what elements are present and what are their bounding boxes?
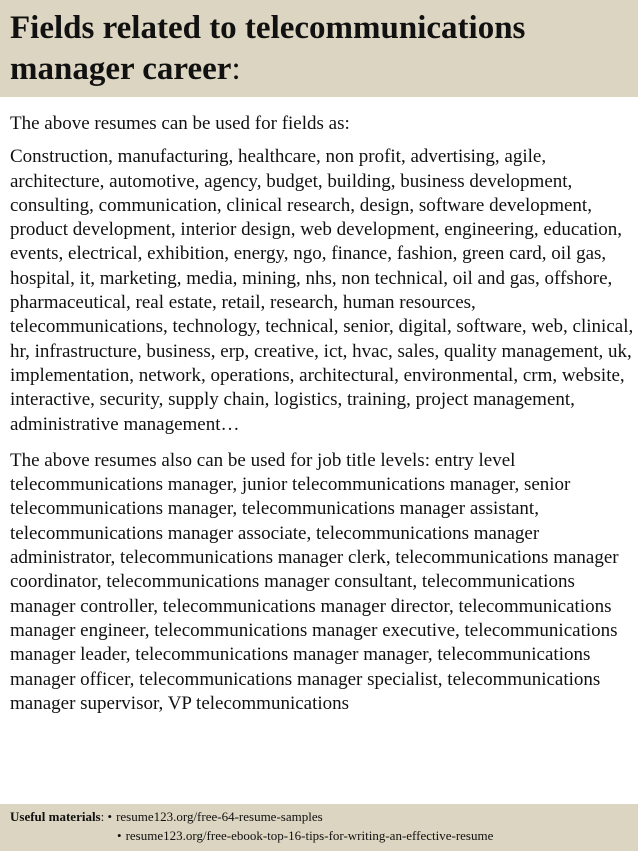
footer-row-2 bbox=[10, 826, 628, 845]
useful-materials-footer bbox=[0, 804, 638, 851]
footer-link-1[interactable]: resume123.org/free-64-resume-samples bbox=[116, 809, 323, 824]
page-title bbox=[10, 8, 628, 90]
page-title-colon: : bbox=[231, 51, 241, 87]
intro-text: The above resumes can be used for fields as: bbox=[10, 113, 350, 134]
fields-paragraph: Construction, manufacturing, healthcare, non profit, advertising, agile, architecture, automotive, agency, budget, building, business development, consulting, communication, clinical research, design, software development, product development, interior design, web development, engineering, education, events, electrical, exhibition, energy, ngo, finance, fashion, green card, oil gas, hospital, it, marketing, media, mining, nhs, non technical, oil and gas, offshore, pharmaceutical, real estate, retail, research, human resources, telecommunications, technology, technical, senior, digital, software, web, clinical, hr, infrastructure, business, erp, creative, ict, hvac, sales, quality management, uk, implementation, network, operations, architectural, environmental, crm, website, interactive, security, supply chain, logistics, training, project management, administrative management… bbox=[10, 146, 634, 435]
bullet-icon: • bbox=[117, 828, 122, 843]
title-band bbox=[0, 0, 638, 97]
content-area bbox=[10, 112, 634, 802]
footer-label-colon: : bbox=[100, 809, 105, 824]
bullet-icon: • bbox=[107, 809, 113, 824]
footer-row-1 bbox=[10, 807, 628, 826]
footer-label: Useful materials bbox=[10, 809, 101, 824]
page-title-text: Fields related to telecommunications manager career bbox=[10, 10, 526, 87]
job-titles-paragraph: The above resumes also can be used for job title levels: entry level telecommunications manager, junior telecommunications manager, senior telecommunications manager, telecommunications manager assistant, telecommunications manager associate, telecommunications manager administrator, telecommunications manager clerk, telecommunications manager coordinator, telecommunications manager consultant, telecommunications manager controller, telecommunications manager director, telecommunications manager engineer, telecommunications manager executive, telecommunications manager leader, telecommunications manager manager, telecommunications manager officer, telecommunications manager specialist, telecommunications manager supervisor, VP telecommunications bbox=[10, 449, 619, 714]
footer-link-2[interactable]: resume123.org/free-ebook-top-16-tips-for-writing-an-effective-resume bbox=[125, 828, 494, 843]
